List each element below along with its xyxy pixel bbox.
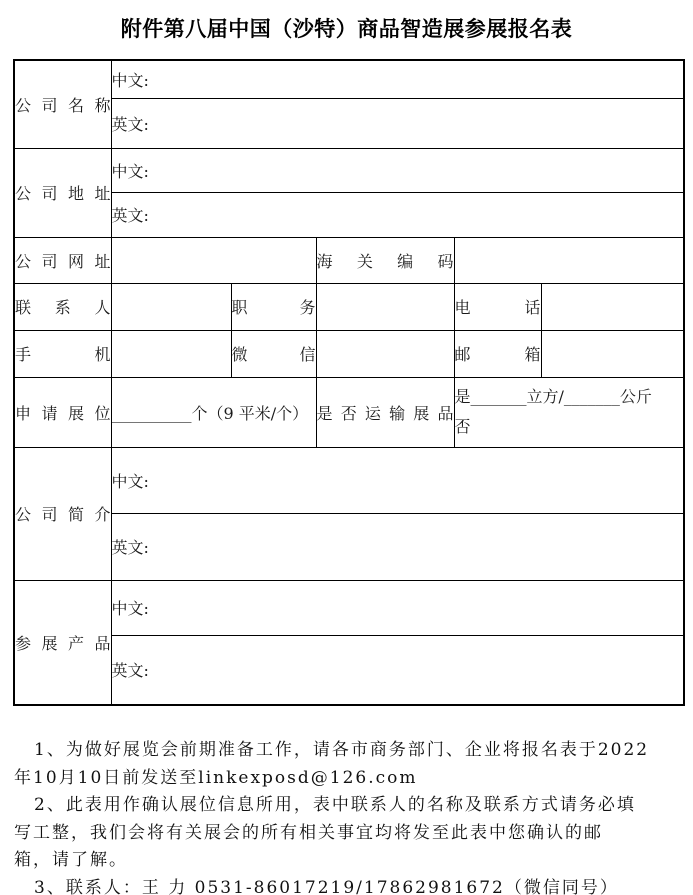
company-name-row-en <box>14 98 684 148</box>
phone-value-cell[interactable] <box>541 283 684 330</box>
note-line: 写工整，我们会将有关展会的所有相关事宜均将发至此表中您确认的邮 <box>14 822 603 843</box>
transport-value-cell[interactable] <box>454 377 684 447</box>
booth-label: 申请展位 <box>14 377 111 447</box>
company-profile-label: 公司简介 <box>14 447 111 580</box>
note-line: 箱，请了解。 <box>14 850 128 870</box>
products-cn-field[interactable]: 中文: <box>111 580 684 635</box>
mobile-label: 手机 <box>14 330 111 377</box>
job-title-label: 职务 <box>231 283 316 330</box>
company-address-en-field[interactable]: 英文: <box>111 192 684 237</box>
wechat-value-cell[interactable] <box>316 330 454 377</box>
website-label: 公司网址 <box>14 237 111 283</box>
products-en-field[interactable]: 英文: <box>111 635 684 705</box>
products-row-en <box>14 635 684 705</box>
note-line: 年10月10日前发送至linkexposd@126.com <box>14 767 418 788</box>
website-customs-row <box>14 237 684 283</box>
transport-yes-line: 是_______立方/_______公斤 <box>454 387 652 406</box>
products-label: 参展产品 <box>14 580 111 705</box>
email-value-cell[interactable] <box>541 330 684 377</box>
company-profile-cn-field[interactable]: 中文: <box>111 447 684 513</box>
wechat-label: 微信 <box>231 330 316 377</box>
contact-row <box>14 283 684 330</box>
note-2 <box>14 792 693 875</box>
company-address-cn-field[interactable]: 中文: <box>111 148 684 192</box>
company-address-row-cn <box>14 148 684 192</box>
mobile-row <box>14 330 684 377</box>
company-address-row-en <box>14 192 684 237</box>
company-profile-row-cn <box>14 447 684 513</box>
customs-code-value-cell[interactable] <box>454 237 684 283</box>
transport-label: 是否运输展品 <box>316 377 454 447</box>
company-name-cn-field[interactable]: 中文: <box>111 60 684 98</box>
note-1 <box>14 737 693 792</box>
footer-notes <box>14 737 693 895</box>
contact-person-label: 联系人 <box>14 283 111 330</box>
phone-label: 电话 <box>454 283 541 330</box>
company-profile-en-field[interactable]: 英文: <box>111 513 684 580</box>
note-3 <box>14 875 693 895</box>
page-title: 附件第八届中国（沙特）商品智造展参展报名表 <box>120 17 573 41</box>
registration-table <box>13 59 685 706</box>
note-line: 3、联系人：王 力 0531-86017219/17862981672（微信同号） <box>34 877 619 895</box>
customs-code-label: 海关编码 <box>316 237 454 283</box>
job-title-value-cell[interactable] <box>316 283 454 330</box>
company-name-row-cn <box>14 60 684 98</box>
email-label: 邮箱 <box>454 330 541 377</box>
company-address-label: 公司地址 <box>14 148 111 237</box>
products-row-cn <box>14 580 684 635</box>
note-line: 1、为做好展览会前期准备工作，请各市商务部门、企业将报名表于2022 <box>34 740 650 760</box>
company-name-en-field[interactable]: 英文: <box>111 98 684 148</box>
transport-no-line: 否 <box>454 417 471 436</box>
company-name-label: 公司名称 <box>14 60 111 148</box>
note-line: 2、此表用作确认展位信息所用，表中联系人的名称及联系方式请务必填 <box>34 795 636 815</box>
booth-value-cell[interactable]: __________个（9 平米/个） <box>111 377 316 447</box>
booth-transport-row <box>14 377 684 447</box>
company-profile-row-en <box>14 513 684 580</box>
website-value-cell[interactable] <box>111 237 316 283</box>
contact-person-value-cell[interactable] <box>111 283 231 330</box>
mobile-value-cell[interactable] <box>111 330 231 377</box>
